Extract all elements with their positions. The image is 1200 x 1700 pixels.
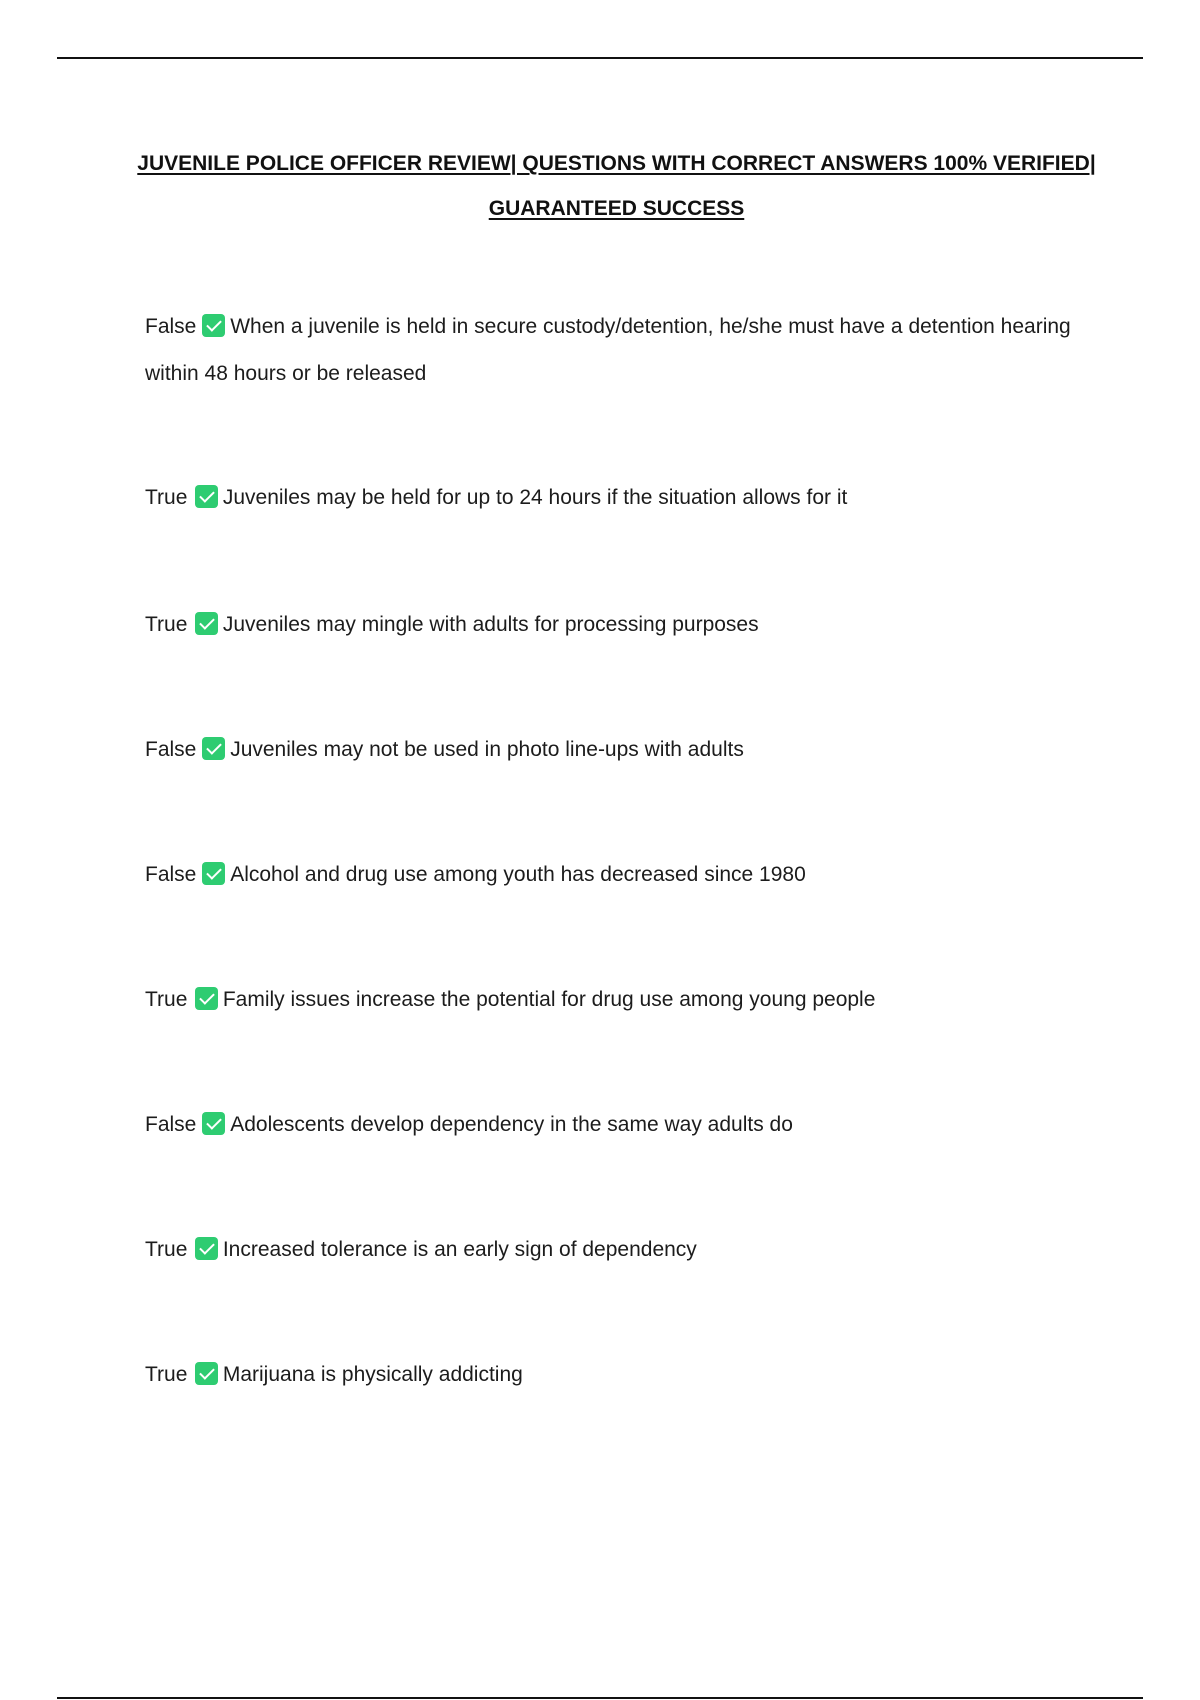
qa-item [145, 303, 1085, 397]
check-mark-icon [202, 862, 225, 885]
answer-label: True [145, 1363, 188, 1386]
title-line-1: JUVENILE POLICE OFFICER REVIEW| QUESTIONS WITH CORRECT ANSWERS 100% VERIFIED| [137, 152, 1096, 175]
qa-item [145, 474, 1085, 521]
statement-text: Juveniles may be held for up to 24 hours if the situation allows for it [222, 486, 848, 509]
statement-text: Juveniles may mingle with adults for processing purposes [222, 613, 759, 636]
check-mark-icon [202, 1112, 225, 1135]
check-mark-icon [195, 987, 218, 1010]
qa-item [145, 1351, 1085, 1398]
answer-label: False [145, 315, 197, 338]
bottom-rule [57, 1697, 1143, 1699]
qa-item [145, 726, 1085, 773]
qa-item [145, 976, 1085, 1023]
check-mark-icon [195, 612, 218, 635]
check-mark-icon [202, 314, 225, 337]
statement-text: When a juvenile is held in secure custody/detention, he/she must have a detention hearing within 48 hours or be released [145, 315, 1071, 385]
document-title [0, 141, 1200, 231]
check-mark-icon [195, 1237, 218, 1260]
answer-label: True [145, 486, 188, 509]
answer-label: False [145, 738, 197, 761]
title-line-2: GUARANTEED SUCCESS [488, 197, 745, 220]
qa-item [145, 601, 1085, 648]
statement-text: Alcohol and drug use among youth has decreased since 1980 [230, 863, 806, 886]
check-mark-icon [202, 737, 225, 760]
qa-item [145, 851, 1085, 898]
check-mark-icon [195, 1362, 218, 1385]
statement-text: Increased tolerance is an early sign of dependency [222, 1238, 697, 1261]
answer-label: True [145, 613, 188, 636]
qa-item [145, 1226, 1085, 1273]
statement-text: Marijuana is physically addicting [222, 1363, 523, 1386]
answer-label: True [145, 1238, 188, 1261]
check-mark-icon [195, 485, 218, 508]
statement-text: Adolescents develop dependency in the same way adults do [230, 1113, 793, 1136]
statement-text: Juveniles may not be used in photo line-ups with adults [230, 738, 744, 761]
answer-label: False [145, 1113, 197, 1136]
top-rule [57, 57, 1143, 59]
statement-text: Family issues increase the potential for drug use among young people [222, 988, 876, 1011]
answer-label: True [145, 988, 188, 1011]
answer-label: False [145, 863, 197, 886]
qa-item [145, 1101, 1085, 1148]
